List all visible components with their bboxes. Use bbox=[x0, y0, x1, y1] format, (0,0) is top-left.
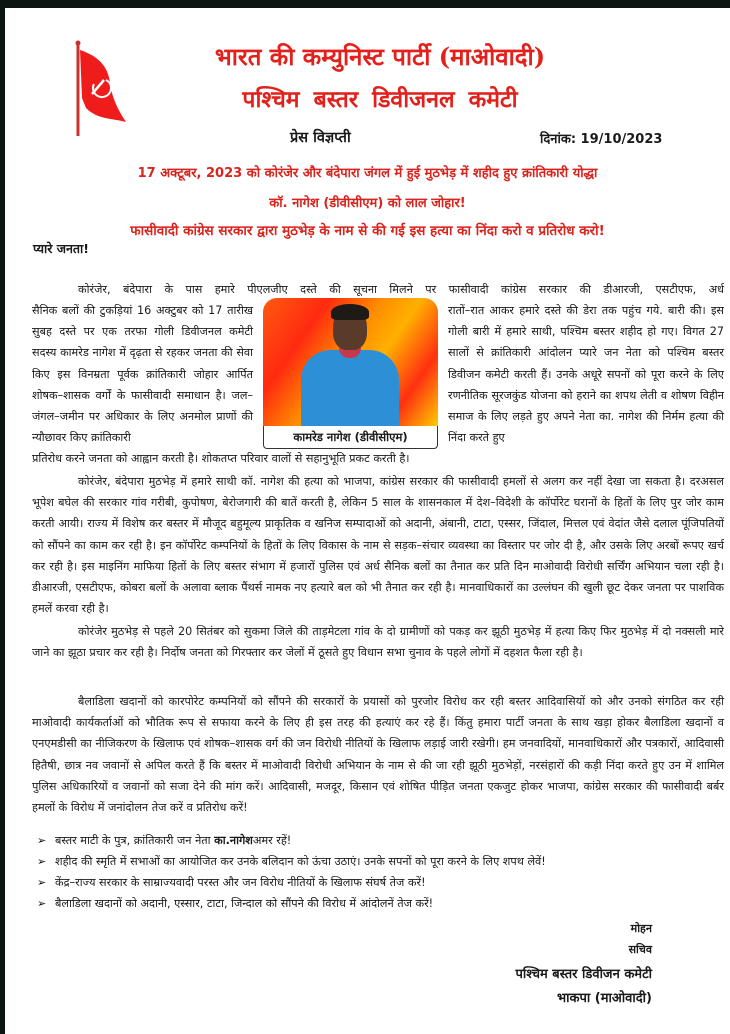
paragraph-2: कोरंजेर, बंदेपारा मुठभेड़ में हमारे साथी कॉ. नागेश की हत्या को भाजपा, कांग्रेस सरकार की फासीवादी हमलों से अलग कर नहीं देखा जा सकता है। दरअसल भूपेश बघेल की सरकार गांव गरीबी, कुपोषण, बेरोजगारी की बातें करती है, लेकिन 5 साल के शासनकाल में देश–विदेशी के कॉर्पोरेट घरानों के हितों के लिए पुर जोर काम करती आयी। राज्य में विशेष कर बस्तर में मौजूद बहुमूल्य प्राकृतिक व खनिज सम्पादाओं को अदानी, अंबानी, टाटा, एस्सर, जिंदाल, मित्तल एवं वेदांत जैसे दलाल पूंजिपतियों को सौंपने का काम कर रही है। इन कॉर्पोरेट कम्पनियों के हितों के लिए विकास के नाम से सड़क–संचार व्यवस्था का विस्तार पर जोर दी है, और उसके लिए अरबों रूपए खर्च कर रही है। इस माइनिंग माफिया हितों के लिए बस्तर संभाग में हजारों पुलिस एवं अर्ध सैनिक बलों का तैनात कर प्रति दिन माओवादी विरोधी सर्चिंग अभियान चला रही है। डीआरजी, एसटीएफ, कोबरा बलों के अलावा ब्लाक पैंथर्स नामक नए हत्यारे बल को भी तैनात कर रही है। मानवाधिकारों का उल्लंघन की खुली छूट देकर जनता पर पाशविक हमलें करवा रही है। bbox=[32, 475, 724, 616]
person-shirt bbox=[301, 350, 399, 428]
photo-caption: कामरेड नागेश (डीवीसीएम) bbox=[263, 426, 438, 449]
signatory-party: भाकपा (माओवादी) bbox=[557, 991, 652, 1006]
document-date: दिनांक: 19/10/2023 bbox=[540, 132, 663, 147]
paragraph-3: कोरंजेर मुठभेड़ से पहले 20 सितंबर को सुकमा जिले की ताड़मेटला गांव के दो ग्रामीणों को पकड़ कर झूठी मुठभेड़ में हत्या किए फिर मुठभेड़ में दो नक्सली मारे जाने का झूठा प्रचार कर रही है। निर्दोष जनता को गिरफ्तार कर जेलों में ठूसते हुए विधान सभा चुनाव के पहले लोगों में दहशत फैला रही है। bbox=[32, 625, 724, 660]
party-name: भारत की कम्युनिस्ट पार्टी (माओवादी) bbox=[214, 42, 546, 71]
para1-first-line: कोरंजेर, बंदेपारा के पास हमारे पीएलजीए दस्ते की सूचना मिलने पर फासीवादी कांग्रेस सरकार की डीआरजी, एसटीएफ, अर्ध bbox=[78, 283, 724, 296]
slogan-item: ➢ केंद्र–राज्य सरकार के साम्राज्यवादी परस्त और जन विरोध नीतियों के खिलाफ संघर्ष तेज करें! bbox=[37, 876, 426, 889]
headline-2: कॉ. नागेश (डीवीसीएम) को लाल जोहार! bbox=[269, 196, 466, 211]
headline-1: 17 अक्टूबर, 2023 को कोरंजेर और बंदेपारा जंगल में हुई मुठभेड़ में शहीद हुए क्रांतिकारी योद्धा bbox=[137, 166, 598, 181]
para1-left-column: सैनिक बलों की टुकड़ियां 16 अक्टुबर को 17 तारीख सुबह दस्ते पर एक तरफा गोली डिवीजनल कमेटी सदस्य कामरेड नागेश में दृढ़ता से रहकर जनता की सेवा किए इस विनम्रता पूर्वक क्रांतिकारी जोहार आर्पित शोषक–शासक वर्गों के फासीवादी समाधान है। जल–जंगल–जमीन पर अधिकार के लिए अनमोल प्राणों की न्यौछावर किए क्रांतिकारी bbox=[32, 304, 253, 445]
slogan-item: ➢ बैलाडिला खदानों को अदानी, एस्सार, टाटा, जिन्दाल को सौंपने की विरोध में आंदोलनें तेज करें! bbox=[37, 897, 434, 910]
para1-right-column: रातों–रात आकर हमारे दस्ते की डेरा तक पहुंच गये. बारी की। इस गोली बारी में हमारे साथी, पश्चिम बस्तर शहीद हो गए। विगत 27 सालों से क्रांतिकारी आंदोलन प्यारे जन नेता को पश्चिम बस्तर डिवीजन कमेटी करती हैं। उनके अधूरे सपनों को पूरा करने के लिए रणनीतिक सूरजकुंड योजना को हराने का शपथ लेती व शोषण विहीन समाज के लिए लड़ते हुए अपने नेता का. नागेश की निर्मम हत्या की निंदा करते हुए bbox=[448, 304, 724, 445]
headline-3: फासीवादी कांग्रेस सरकार द्वारा मुठभेड़ के नाम से की गई इस हत्या का निंदा करो व प्रतिरोध करो! bbox=[130, 223, 605, 239]
red-flag-hammer-sickle-icon bbox=[68, 38, 128, 142]
slogan-item: ➢ बस्तर माटी के पुत्र, क्रांतिकारी जन नेता का.नागेश अमर रहें! bbox=[37, 834, 292, 847]
press-release-page bbox=[5, 8, 730, 1034]
paragraph-4: बैलाडिला खदानों को कारपोरेट कम्पनियों को सौंपने की सरकारों के प्रयासों को पुरजोर विरोध कर रही बस्तर आदिवासियों को और उनको संगठित कर रही माओवादी कार्यकर्ताओं को भौतिक रूप से सफाया करने के लिए ही इस तरह की हत्याएं कर रहे हैं। किंतु हमारा पार्टी जनता के साथ खड़ा होकर बैलाडिला खदानों व एनएमडीसी का नीजिकरण के खिलाफ एवं शोषक–शासक वर्ग की जन विरोधी नीतियों के खिलाफ लड़ाई जारी रखेगी। हम जनवादियों, मानवाधिकारों और पत्रकारों, आदिवासी हितैषी, छात्र नव जवानों से अपिल करते हैं कि बस्तर में माओवादी विरोधी अभियान के नाम से की जा रही झूठी मुठभेड़ों, नरसंहारों की कड़ी निंदा करते हुए उन में शामिल पुलिस अधिकारियों व जवानों को सजा देने की मांग करें। आदिवासी, मजदूर, किसान एवं शोषित पीड़ित जनता एकजुट होकर भाजपा, कांग्रेस सरकार की फासीवादी बर्बर हमलों के विरोध में जनांदोलन तेज करें व प्रतिरोध करें! bbox=[32, 695, 724, 815]
signatory-committee: पश्चिम बस्तर डिवीजन कमेटी bbox=[515, 967, 652, 982]
para1-last-line: प्रतिरोध करने जनता को आह्वान करती है। शोकतप्त परिवार वालों से सहानुभूति प्रकट करती है। bbox=[32, 452, 410, 465]
martyr-photo bbox=[263, 298, 438, 428]
document-type: प्रेस विज्ञप्ती bbox=[290, 130, 351, 146]
slogan-item: ➢ शहीद की स्मृति में सभाओं का आयोजित कर उनके बलिदान को ऊंचा उठाएं। उनके सपनों को पूरा करने के लिए शपथ लेवें! bbox=[37, 855, 546, 868]
signatory-role: सचिव bbox=[628, 943, 652, 956]
arrow-bullet-icon: ➢ bbox=[37, 897, 47, 910]
arrow-bullet-icon: ➢ bbox=[37, 834, 47, 847]
person-hair bbox=[331, 304, 369, 320]
arrow-bullet-icon: ➢ bbox=[37, 876, 47, 889]
committee-name: पश्चिम बस्तर डिवीजनल कमेटी bbox=[242, 86, 518, 113]
greeting: प्यारे जनता! bbox=[33, 241, 89, 256]
signatory-name: मोहन bbox=[630, 922, 652, 935]
slogan-list bbox=[37, 830, 546, 914]
arrow-bullet-icon: ➢ bbox=[37, 855, 47, 868]
